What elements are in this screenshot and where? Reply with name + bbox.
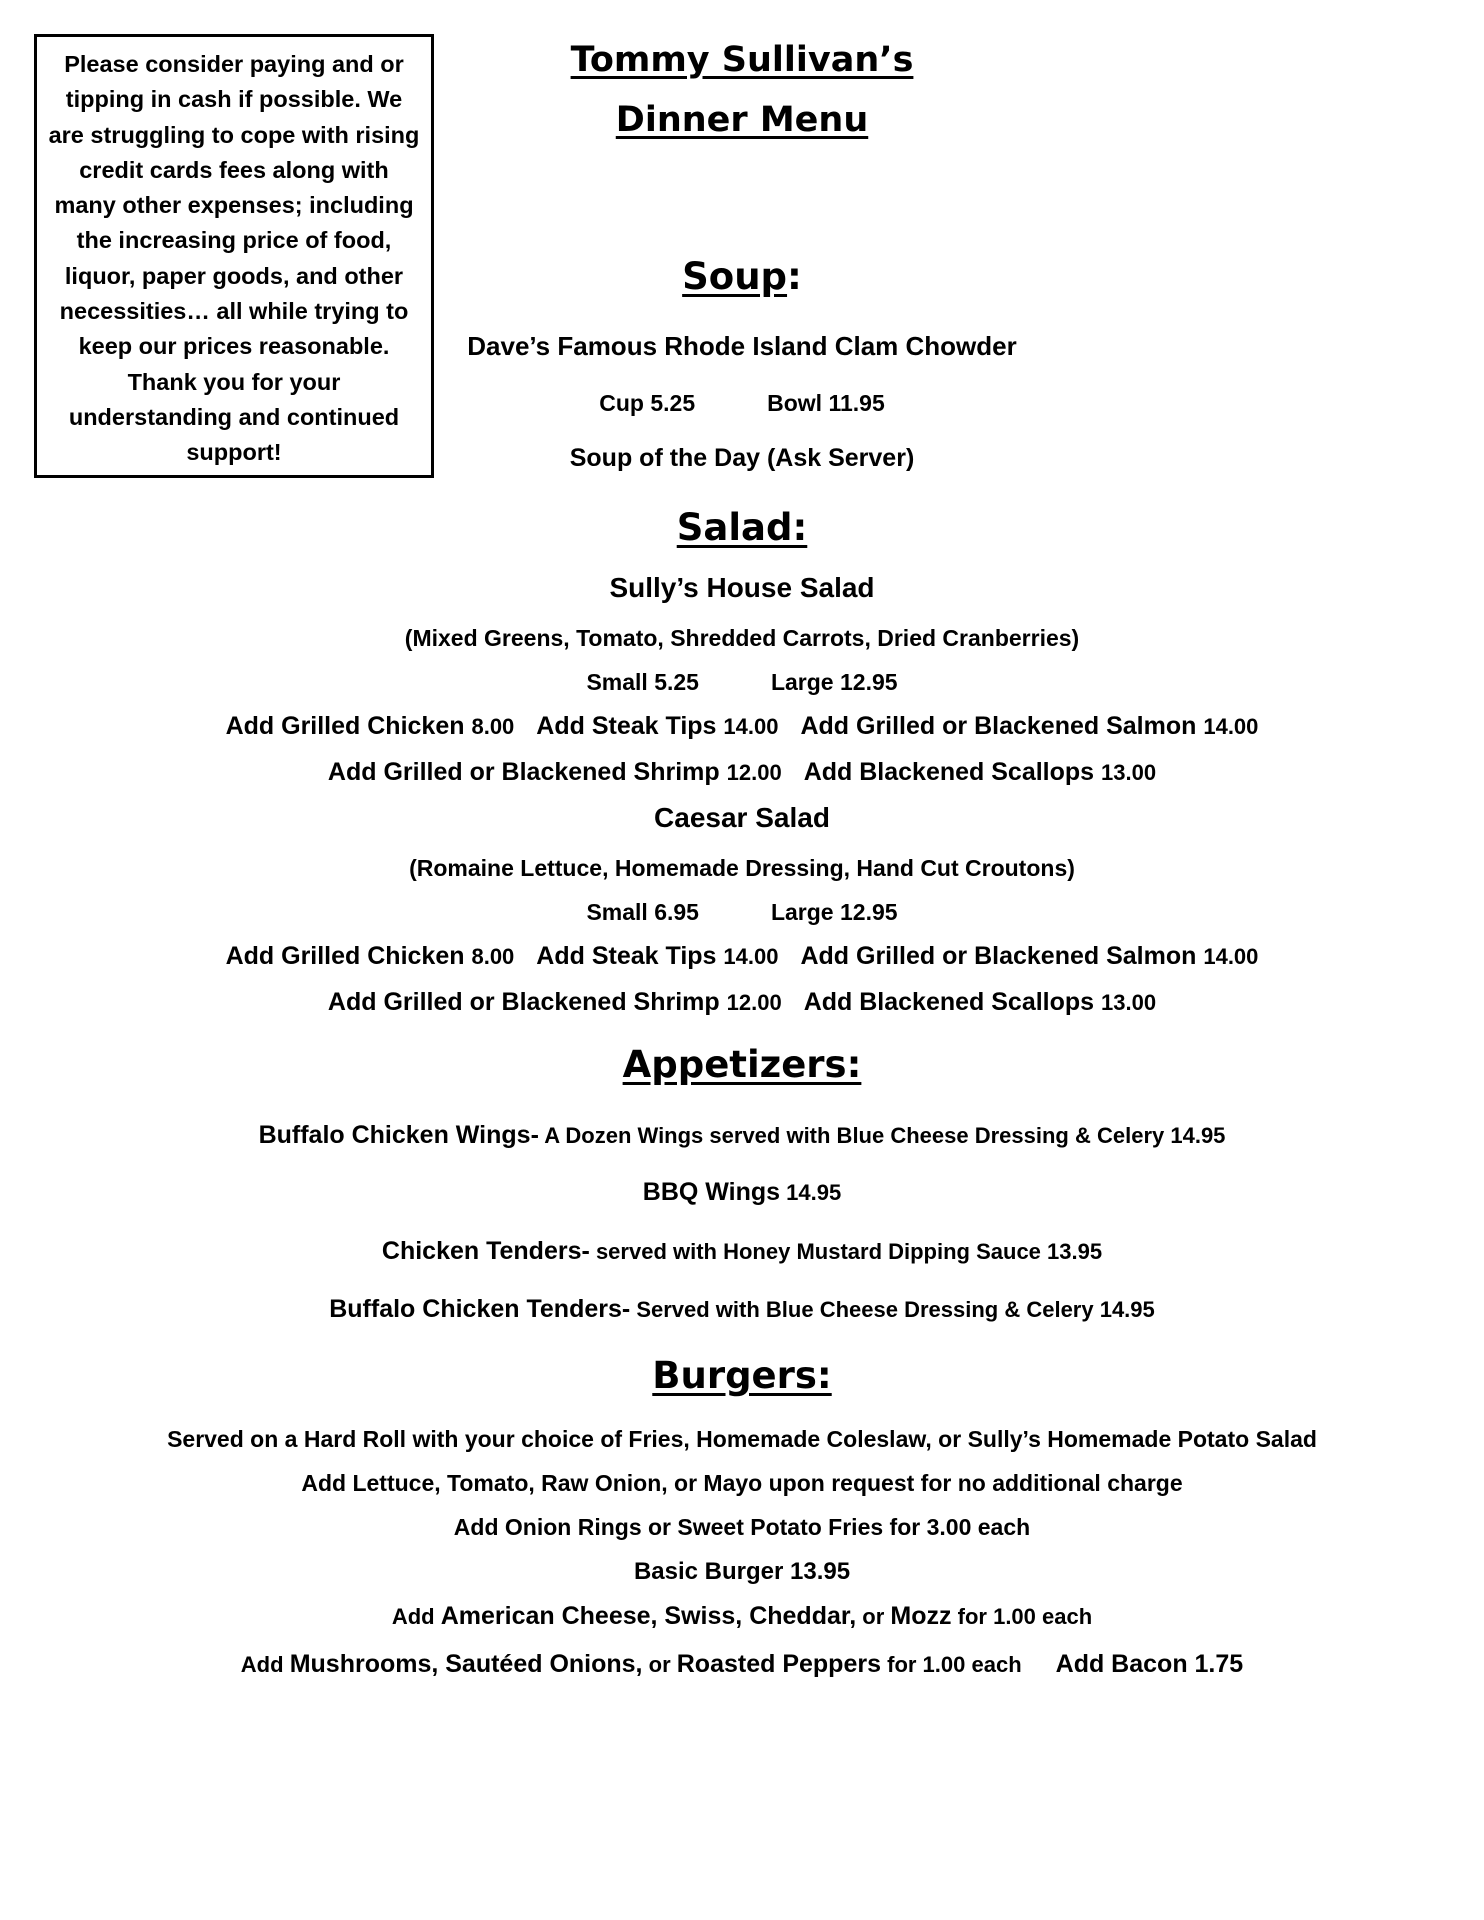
appetizers-heading [0,1043,1484,1086]
addon-chicken-label: Add Grilled Chicken [225,712,465,740]
burger-cheese-addons [0,1602,1484,1631]
cheese-or: or [856,1604,891,1629]
addon-salmon-price: 14.00 [1203,944,1259,969]
cheese-items: American Cheese, Swiss, Cheddar, [440,1602,857,1630]
addon-steak-price: 14.00 [723,714,779,739]
burgers-heading-text: Burgers: [652,1354,832,1397]
addon-salmon-price: 14.00 [1203,714,1259,739]
topping-or: or [642,1652,677,1677]
cheese-prefix: Add [391,1604,441,1629]
notice-line: liquor, paper goods, and other [64,262,404,289]
notice-line: understanding and continued [68,403,400,430]
burger-served-on: Served on a Hard Roll with your choice of Fries, Homemade Coleslaw, or Sully’s Homemade Potato Salad [167,1426,1317,1452]
topping-items: Mushrooms, Sautéed Onions, [289,1650,643,1678]
house-salad-name: Sully’s House Salad [609,572,875,603]
notice-line: are struggling to cope with rising [48,121,420,148]
caesar-large-price: Large 12.95 [770,899,898,925]
appetizer-desc: 14.95 [780,1180,842,1205]
addon-scallops-label: Add Blackened Scallops [803,758,1095,786]
soup-heading-colon: : [787,255,802,298]
addon-shrimp-label: Add Grilled or Blackened Shrimp [327,988,720,1016]
appetizer-name: Chicken Tenders- [381,1237,590,1265]
salad-heading [0,506,1484,549]
clam-chowder: Dave’s Famous Rhode Island Clam Chowder [467,331,1017,361]
caesar-addons-row-1 [0,942,1484,971]
menu-title: Dinner Menu [615,100,869,140]
notice-line: Thank you for your [127,368,341,395]
salad-heading-text: Salad: [676,506,808,549]
topping-prefix: Add [240,1652,290,1677]
caesar-salad-name: Caesar Salad [654,802,830,833]
notice-line: Please consider paying and or [64,51,404,77]
addon-steak-label: Add Steak Tips [536,712,717,740]
cheese-suffix: for 1.00 each [951,1604,1093,1629]
addon-chicken-label: Add Grilled Chicken [225,942,465,970]
house-salad-description: (Mixed Greens, Tomato, Shredded Carrots, Dried Cranberries) [404,625,1080,651]
burger-topping-addons [0,1650,1484,1679]
chowder-prices [0,390,1484,417]
appetizer-name: BBQ Wings [642,1178,781,1206]
addon-chicken-price: 8.00 [471,944,515,969]
burgers-heading [0,1354,1484,1397]
caesar-addons-row-2 [0,988,1484,1017]
house-small-price: Small 5.25 [586,669,699,695]
addon-salmon-label: Add Grilled or Blackened Salmon [800,942,1197,970]
burger-side-upgrade: Add Onion Rings or Sweet Potato Fries for 3.00 each [453,1514,1031,1540]
salad-addons-row-1 [0,712,1484,741]
appetizer-desc: A Dozen Wings served with Blue Cheese Dressing & Celery 14.95 [538,1123,1226,1148]
caesar-salad-prices [0,899,1484,926]
basic-burger: Basic Burger 13.95 [633,1558,851,1585]
cup-price: Cup 5.25 [599,390,696,416]
notice-line: many other expenses; including [54,192,414,219]
appetizer-item [0,1237,1484,1266]
topping-last: Roasted Peppers [676,1650,881,1678]
soup-heading [0,255,1484,298]
addon-steak-label: Add Steak Tips [536,942,717,970]
addon-scallops-price: 13.00 [1101,760,1157,785]
notice-line: support! [186,439,282,466]
addon-salmon-label: Add Grilled or Blackened Salmon [800,712,1197,740]
notice-line: credit cards fees along with [79,156,389,183]
soup-heading-text: Soup [682,255,788,298]
house-large-price: Large 12.95 [770,669,898,695]
addon-shrimp-label: Add Grilled or Blackened Shrimp [327,758,720,786]
appetizer-desc: served with Honey Mustard Dipping Sauce 13.95 [589,1239,1103,1264]
soup-of-the-day: Soup of the Day (Ask Server) [569,444,915,472]
house-salad-prices [0,669,1484,696]
caesar-salad-description: (Romaine Lettuce, Homemade Dressing, Hand Cut Croutons) [409,855,1075,881]
appetizer-item [0,1295,1484,1324]
notice-line: the increasing price of food, [76,227,392,254]
add-bacon: Add Bacon 1.75 [1055,1650,1244,1678]
addon-chicken-price: 8.00 [471,714,515,739]
burger-free-toppings: Add Lettuce, Tomato, Raw Onion, or Mayo upon request for no additional charge [301,1470,1183,1496]
restaurant-title: Tommy Sullivan’s [570,40,914,80]
appetizer-desc: Served with Blue Cheese Dressing & Celery 14.95 [630,1297,1155,1322]
appetizers-heading-text: Appetizers: [622,1043,862,1086]
addon-scallops-price: 13.00 [1101,990,1157,1015]
appetizer-item [0,1121,1484,1150]
addon-steak-price: 14.00 [723,944,779,969]
caesar-small-price: Small 6.95 [586,899,699,925]
addon-shrimp-price: 12.00 [726,760,782,785]
bowl-price: Bowl 11.95 [767,390,885,416]
addon-shrimp-price: 12.00 [726,990,782,1015]
addon-scallops-label: Add Blackened Scallops [803,988,1095,1016]
appetizer-name: Buffalo Chicken Tenders- [329,1295,631,1323]
cheese-last: Mozz [890,1602,952,1630]
topping-suffix: for 1.00 each [881,1652,1022,1677]
notice-line: tipping in cash if possible. We [65,86,403,113]
notice-line: keep our prices reasonable. [78,333,390,360]
appetizer-item [0,1178,1484,1207]
salad-addons-row-2 [0,758,1484,787]
notice-line: necessities… all while trying to [59,298,409,325]
appetizer-name: Buffalo Chicken Wings- [258,1121,539,1149]
